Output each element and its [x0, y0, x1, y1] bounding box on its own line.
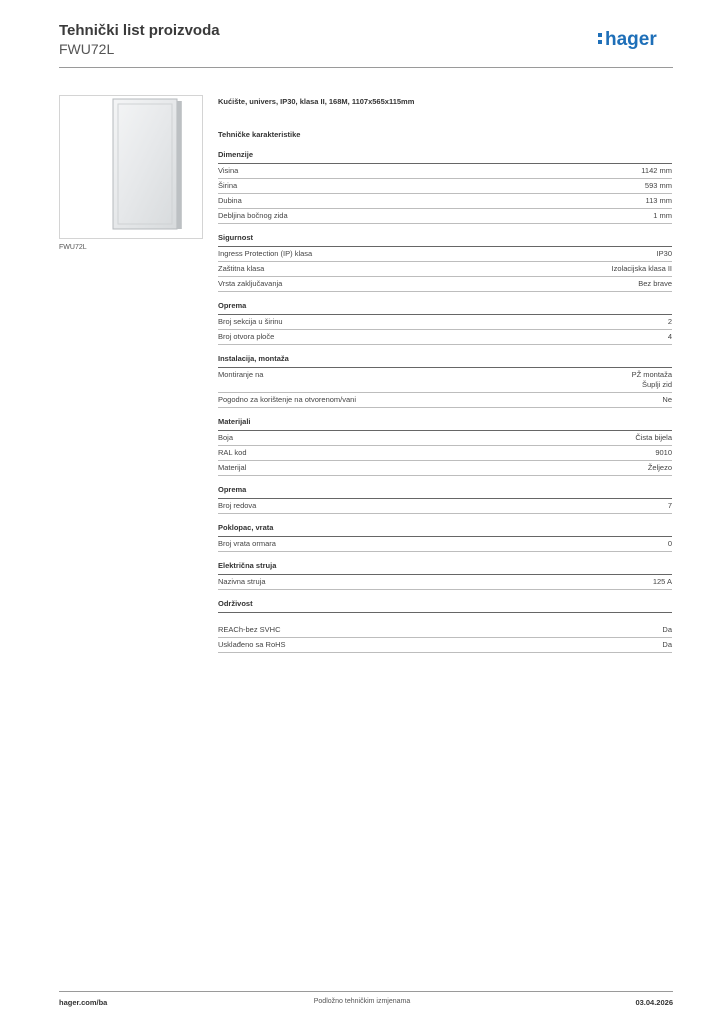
spec-value: Željezo [647, 462, 672, 472]
spec-row [218, 277, 672, 292]
product-caption: FWU72L [59, 244, 87, 251]
spec-value: 1142 mm [641, 166, 672, 175]
spec-label: Vrsta zaključavanja [218, 279, 283, 288]
section-title: Električna struja [218, 560, 672, 575]
spec-section [218, 232, 672, 292]
enclosure-image [60, 96, 202, 238]
spec-value: 1 mm [653, 211, 672, 220]
spec-value: 7 [667, 500, 672, 510]
spec-label: Dubina [218, 196, 242, 205]
spec-label: RAL kod [218, 447, 247, 457]
spec-value: 593 mm [644, 181, 672, 190]
spec-label: Montiranje na [218, 370, 264, 379]
section-title: Poklopac, vrata [218, 522, 672, 537]
spec-row [218, 262, 672, 277]
spec-row [218, 164, 672, 179]
spec-label: Broj vrata ormara [218, 538, 276, 548]
spec-row [218, 537, 672, 552]
spec-label: Zaštitna klasa [218, 264, 265, 273]
spec-label: Nazivna struja [218, 576, 266, 586]
header-divider [59, 67, 673, 68]
spec-row [218, 209, 672, 224]
spec-value: 9010 [655, 447, 672, 457]
hager-logo [596, 25, 676, 55]
spec-label: Pogodno za korištenje na otvorenom/vani [218, 394, 357, 404]
spec-label: Širina [218, 181, 238, 190]
spec-label: Broj sekcija u širinu [218, 317, 283, 326]
spec-value: Čista bijela [635, 432, 672, 442]
spec-label: REACh-bez SVHC [218, 624, 281, 634]
spec-value: 125 A [652, 576, 672, 586]
product-image [59, 95, 203, 239]
spec-row [218, 315, 672, 330]
spec-section [218, 560, 672, 590]
spec-row [218, 179, 672, 194]
section-title: Sigurnost [218, 232, 672, 247]
spec-value: Da [662, 639, 672, 649]
spec-row [218, 623, 672, 638]
spec-section [218, 300, 672, 345]
spec-section [218, 416, 672, 476]
spec-value: 0 [667, 538, 672, 548]
spec-row [218, 247, 672, 262]
spec-section [218, 598, 672, 653]
spec-label: Boja [218, 432, 234, 442]
spec-value: 2 [667, 317, 672, 326]
spec-section [218, 484, 672, 514]
section-title: Dimenzije [218, 149, 672, 164]
spec-row [218, 330, 672, 345]
spec-section [218, 353, 672, 408]
section-title: Oprema [218, 484, 672, 499]
section-title: Materijali [218, 416, 672, 431]
spec-row [218, 431, 672, 446]
spec-section [218, 149, 672, 224]
footer-divider [59, 991, 673, 992]
spec-label: Broj otvora ploče [218, 332, 275, 341]
spec-value: 113 mm [645, 196, 672, 205]
spec-label: Broj redova [218, 500, 257, 510]
spec-label: Visina [218, 166, 239, 175]
spec-row [218, 638, 672, 653]
specifications [218, 96, 672, 653]
spec-value: Bez brave [638, 279, 672, 288]
spec-section [218, 522, 672, 552]
spec-row [218, 461, 672, 476]
spec-value: IP30 [656, 249, 672, 258]
spec-value: 4 [667, 332, 672, 341]
document-subtitle: FWU72L [59, 41, 115, 57]
spec-row [218, 499, 672, 514]
logo-wordmark: hager [605, 29, 657, 50]
section-title: Instalacija, montaža [218, 353, 672, 368]
spec-label: Usklađeno sa RoHS [218, 639, 286, 649]
spec-label: Debljina bočnog zida [218, 211, 288, 220]
footer-website[interactable]: hager.com/ba [59, 998, 108, 1007]
section-title: Održivost [218, 598, 672, 613]
spec-label: Ingress Protection (IP) klasa [218, 249, 313, 258]
document-header [59, 22, 220, 58]
spec-label: Materijal [218, 462, 247, 472]
section-title: Oprema [218, 300, 672, 315]
spec-row [218, 393, 672, 408]
footer-note: Podložno tehničkim izmjenama [313, 998, 411, 1005]
footer-date: 03.04.2026 [635, 998, 673, 1007]
spec-value: PŽ montaža Šuplji zid [631, 370, 672, 389]
spec-value: Ne [662, 394, 672, 404]
spec-row [218, 446, 672, 461]
product-description: Kućište, univers, IP30, klasa II, 168M, 1107x565x115mm [218, 97, 415, 106]
spec-value: Da [662, 624, 672, 634]
document-title: Tehnički list proizvoda [59, 22, 220, 39]
spec-row [218, 194, 672, 209]
spec-value: Izolacijska klasa II [611, 264, 672, 273]
spec-row [218, 575, 672, 590]
spec-row [218, 368, 672, 393]
technical-characteristics-heading: Tehničke karakteristike [218, 130, 301, 139]
